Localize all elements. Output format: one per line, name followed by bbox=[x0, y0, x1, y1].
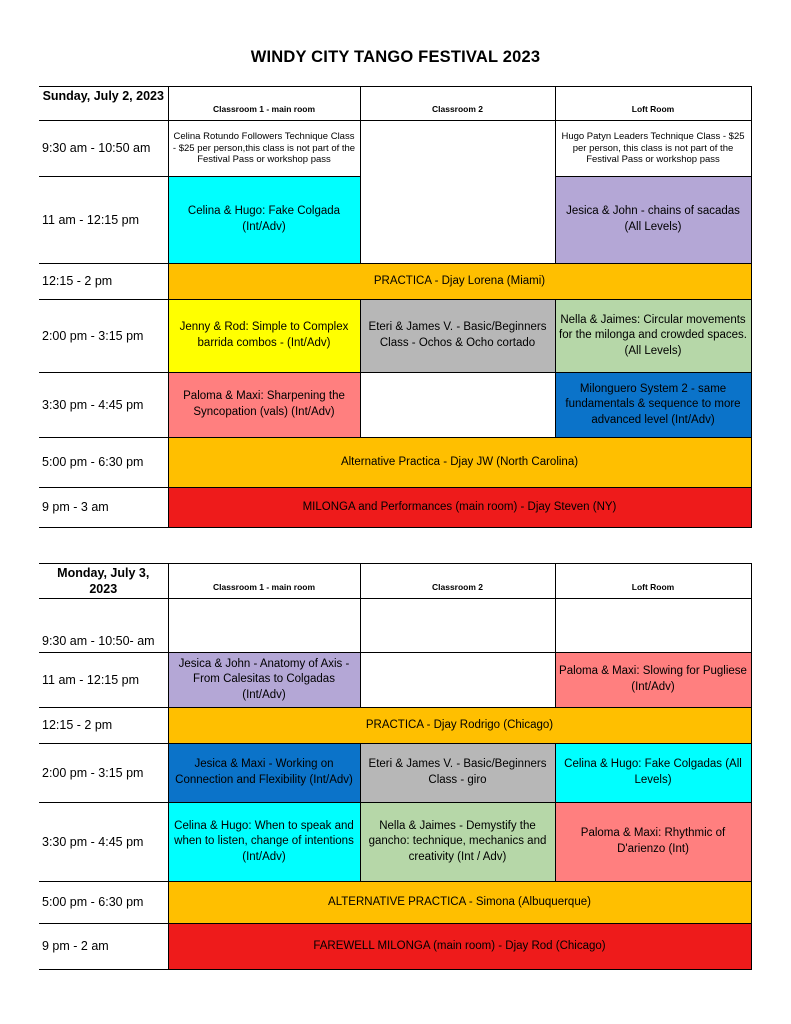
class-cell: Jenny & Rod: Simple to Complex barrida combos - (Int/Adv) bbox=[168, 300, 360, 373]
practica-banner: PRACTICA - Djay Rodrigo (Chicago) bbox=[168, 708, 751, 744]
schedule-table-sunday bbox=[39, 86, 752, 528]
time-slot: 3:30 pm - 4:45 pm bbox=[39, 803, 168, 882]
table-row bbox=[39, 121, 751, 177]
table-row bbox=[39, 300, 751, 373]
time-slot: 9:30 am - 10:50 am bbox=[39, 121, 168, 177]
empty-cell bbox=[360, 653, 555, 708]
class-cell: Jesica & Maxi - Working on Connection and Flexibility (Int/Adv) bbox=[168, 744, 360, 803]
practica-banner: ALTERNATIVE PRACTICA - Simona (Albuquerque) bbox=[168, 882, 751, 924]
class-cell: Jesica & John - Anatomy of Axis - From Calesitas to Colgadas (Int/Adv) bbox=[168, 653, 360, 708]
empty-cell bbox=[555, 599, 751, 653]
table-row bbox=[39, 803, 751, 882]
column-header-classroom-1: Classroom 1 - main room bbox=[168, 564, 360, 599]
column-header-loft-room: Loft Room bbox=[555, 564, 751, 599]
class-cell: Paloma & Maxi: Sharpening the Syncopation (vals) (Int/Adv) bbox=[168, 373, 360, 438]
time-slot: 5:00 pm - 6:30 pm bbox=[39, 438, 168, 488]
time-slot: 3:30 pm - 4:45 pm bbox=[39, 373, 168, 438]
time-slot: 9 pm - 2 am bbox=[39, 924, 168, 970]
empty-cell bbox=[360, 121, 555, 264]
table-row bbox=[39, 744, 751, 803]
empty-cell bbox=[168, 599, 360, 653]
time-slot: 9:30 am - 10:50- am bbox=[39, 599, 168, 653]
time-slot: 9 pm - 3 am bbox=[39, 488, 168, 528]
column-header-classroom-2: Classroom 2 bbox=[360, 564, 555, 599]
table-row bbox=[39, 599, 751, 653]
time-slot: 12:15 - 2 pm bbox=[39, 708, 168, 744]
table-row bbox=[39, 488, 751, 528]
table-row bbox=[39, 924, 751, 970]
time-slot: 11 am - 12:15 pm bbox=[39, 177, 168, 264]
page-title: WINDY CITY TANGO FESTIVAL 2023 bbox=[250, 48, 541, 66]
class-cell: Celina & Hugo: Fake Colgada (Int/Adv) bbox=[168, 177, 360, 264]
class-cell: Paloma & Maxi: Rhythmic of D'arienzo (Int) bbox=[555, 803, 751, 882]
table-row bbox=[39, 373, 751, 438]
column-header-classroom-1: Classroom 1 - main room bbox=[168, 87, 360, 121]
class-cell: Eteri & James V. - Basic/Beginners Class - giro bbox=[360, 744, 555, 803]
table-row bbox=[39, 882, 751, 924]
column-header-classroom-2: Classroom 2 bbox=[360, 87, 555, 121]
day-header: Monday, July 3, 2023 bbox=[39, 564, 168, 599]
milonga-banner: FAREWELL MILONGA (main room) - Djay Rod (Chicago) bbox=[168, 924, 751, 970]
table-row bbox=[39, 264, 751, 300]
class-cell: Paloma & Maxi: Slowing for Pugliese (Int/Adv) bbox=[555, 653, 751, 708]
class-cell: Celina Rotundo Followers Technique Class - $25 per person,this class is not part of the Festival Pass or workshop pass bbox=[168, 121, 360, 177]
column-header-loft-room: Loft Room bbox=[555, 87, 751, 121]
day-header: Sunday, July 2, 2023 bbox=[39, 87, 168, 121]
milonga-banner: MILONGA and Performances (main room) - Djay Steven (NY) bbox=[168, 488, 751, 528]
time-slot: 11 am - 12:15 pm bbox=[39, 653, 168, 708]
table-row bbox=[39, 438, 751, 488]
class-cell: Celina & Hugo: Fake Colgadas (All Levels) bbox=[555, 744, 751, 803]
class-cell: Hugo Patyn Leaders Technique Class - $25 per person, this class is not part of the Festival Pass or workshop pass bbox=[555, 121, 751, 177]
table-row bbox=[39, 708, 751, 744]
practica-banner: Alternative Practica - Djay JW (North Carolina) bbox=[168, 438, 751, 488]
practica-banner: PRACTICA - Djay Lorena (Miami) bbox=[168, 264, 751, 300]
table-row bbox=[39, 653, 751, 708]
class-cell: Eteri & James V. - Basic/Beginners Class - Ochos & Ocho cortado bbox=[360, 300, 555, 373]
empty-cell bbox=[360, 599, 555, 653]
time-slot: 2:00 pm - 3:15 pm bbox=[39, 744, 168, 803]
time-slot: 2:00 pm - 3:15 pm bbox=[39, 300, 168, 373]
empty-cell bbox=[360, 373, 555, 438]
time-slot: 5:00 pm - 6:30 pm bbox=[39, 882, 168, 924]
schedule-table-monday bbox=[39, 563, 752, 970]
class-cell: Jesica & John - chains of sacadas (All Levels) bbox=[555, 177, 751, 264]
class-cell: Nella & Jaimes - Demystify the gancho: technique, mechanics and creativity (Int / Adv) bbox=[360, 803, 555, 882]
class-cell: Milonguero System 2 - same fundamentals & sequence to more advanced level (Int/Adv) bbox=[555, 373, 751, 438]
class-cell: Celina & Hugo: When to speak and when to listen, change of intentions (Int/Adv) bbox=[168, 803, 360, 882]
class-cell: Nella & Jaimes: Circular movements for the milonga and crowded spaces. (All Levels) bbox=[555, 300, 751, 373]
time-slot: 12:15 - 2 pm bbox=[39, 264, 168, 300]
